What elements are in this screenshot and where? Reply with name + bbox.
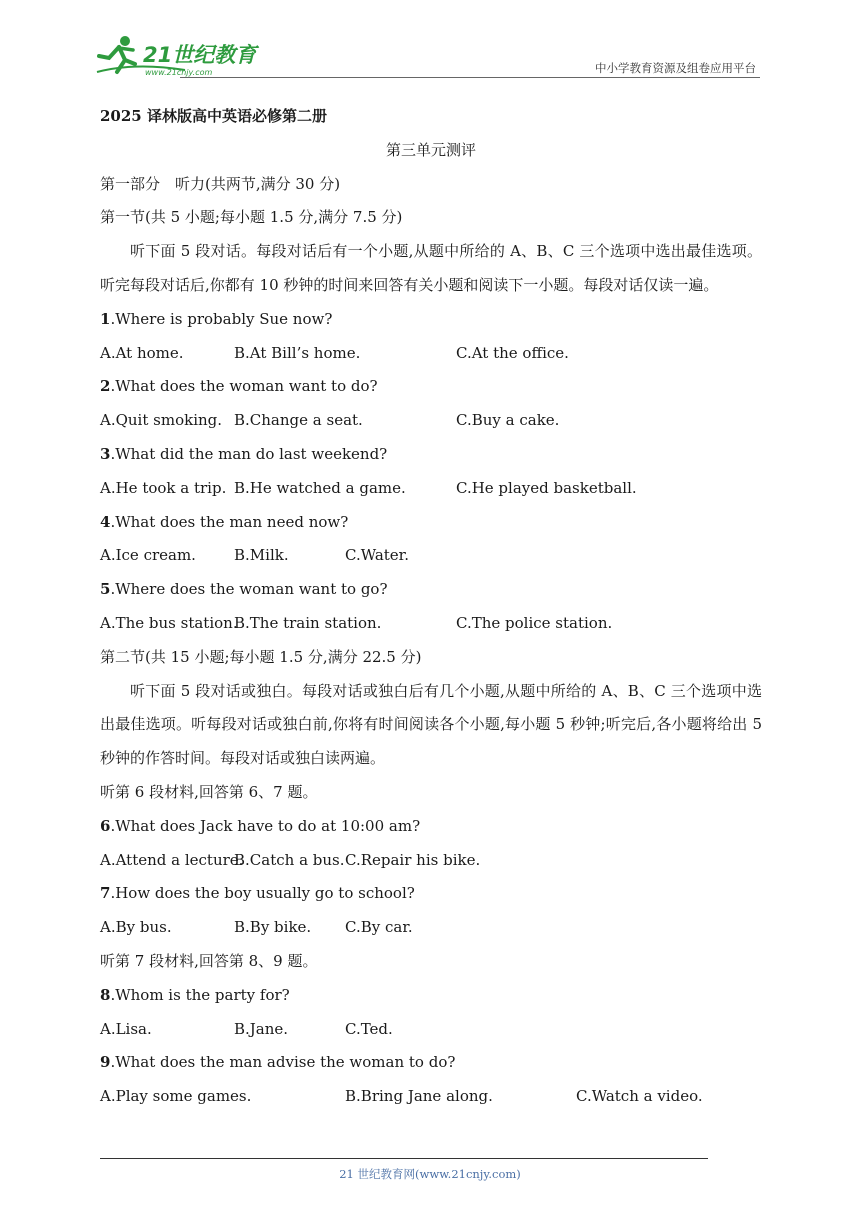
question-8 (100, 979, 762, 1013)
platform-tagline: 中小学教育资源及组卷应用平台 (595, 61, 756, 75)
question-2 (100, 370, 762, 404)
option-a[interactable]: A.Lisa. (100, 1019, 152, 1038)
question-text: .Where is probably Sue now? (110, 309, 333, 328)
document-body (100, 100, 762, 1114)
footer-link[interactable]: 21 世纪教育网(www.21cnjy.com) (339, 1167, 521, 1181)
options-2 (100, 404, 762, 438)
question-text: .Where does the woman want to go? (110, 580, 388, 599)
question-text: .What does Jack have to do at 10:00 am? (110, 816, 421, 835)
svg-text:www.21cnjy.com: www.21cnjy.com (145, 68, 213, 77)
question-9 (100, 1046, 762, 1080)
option-b[interactable]: B.At Bill’s home. (234, 343, 361, 362)
option-c[interactable]: C.The police station. (456, 613, 613, 632)
unit-title: 第三单元测评 (385, 140, 476, 159)
question-7 (100, 877, 762, 911)
question-number: 1 (100, 309, 111, 328)
options-4 (100, 539, 762, 573)
book-title: 2025 译林版高中英语必修第二册 (100, 107, 327, 125)
section-heading-1: 第一节(共 5 小题;每小题 1.5 分,满分 7.5 分) (100, 208, 403, 227)
option-b[interactable]: B.He watched a game. (234, 478, 406, 497)
question-4 (100, 506, 762, 540)
option-a[interactable]: A.Attend a lecture. (100, 850, 244, 869)
part-heading: 第一部分 听力(共两节,满分 30 分) (100, 174, 341, 193)
option-c[interactable]: C.At the office. (456, 343, 569, 362)
site-logo[interactable] (95, 32, 265, 78)
options-5 (100, 607, 762, 641)
option-c[interactable]: C.By car. (345, 918, 413, 937)
question-text: .What did the man do last weekend? (110, 444, 388, 463)
question-text: .What does the man advise the woman to do? (110, 1053, 456, 1072)
material-7-note: 听第 7 段材料,回答第 8、9 题。 (100, 951, 318, 970)
options-8 (100, 1013, 762, 1047)
question-text: .How does the boy usually go to school? (110, 884, 415, 903)
question-number: 8 (100, 985, 111, 1004)
instructions-1: 听下面 5 段对话。每段对话后有一个小题,从题中所给的 A、B、C 三个选项中选出最佳选项。听完每段对话后,你都有 10 秒钟的时间来回答有关小题和阅读下一小题。每段对话仅读一遍。 (100, 242, 762, 294)
option-c[interactable]: C.Watch a video. (576, 1087, 703, 1106)
material-6-note: 听第 6 段材料,回答第 6、7 题。 (100, 782, 318, 801)
option-c[interactable]: C.Water. (345, 546, 409, 565)
options-9 (100, 1080, 762, 1114)
option-b[interactable]: B.Change a seat. (234, 411, 363, 430)
question-text: .Whom is the party for? (110, 985, 290, 1004)
options-3 (100, 472, 762, 506)
header-divider (180, 77, 760, 78)
option-b[interactable]: B.By bike. (234, 918, 312, 937)
question-text: .What does the woman want to do? (110, 377, 378, 396)
options-1 (100, 337, 762, 371)
option-b[interactable]: B.The train station. (234, 613, 382, 632)
runner-logo-icon (95, 32, 265, 78)
option-c[interactable]: C.Repair his bike. (345, 850, 481, 869)
page-header (95, 30, 760, 80)
section-heading-2: 第二节(共 15 小题;每小题 1.5 分,满分 22.5 分) (100, 647, 422, 666)
instructions-2: 听下面 5 段对话或独白。每段对话或独白后有几个小题,从题中所给的 A、B、C 三个选项中选出最佳选项。听每段对话或独白前,你将有时间阅读各个小题,每小题 5 秒钟;听完后,各小题将给出 5 秒钟的作答时间。每段对话或独白读两遍。 (100, 681, 762, 768)
question-6 (100, 810, 762, 844)
option-b[interactable]: B.Catch a bus. (234, 850, 345, 869)
option-a[interactable]: A.Quit smoking. (100, 411, 223, 430)
options-7 (100, 911, 762, 945)
option-c[interactable]: C.Ted. (345, 1019, 393, 1038)
option-a[interactable]: A.Play some games. (100, 1087, 252, 1106)
question-1 (100, 303, 762, 337)
option-a[interactable]: A.He took a trip. (100, 478, 227, 497)
question-text: .What does the man need now? (110, 512, 349, 531)
option-a[interactable]: A.At home. (100, 343, 184, 362)
option-b[interactable]: B.Jane. (234, 1019, 289, 1038)
option-a[interactable]: A.Ice cream. (100, 546, 196, 565)
options-6 (100, 844, 762, 878)
option-c[interactable]: C.He played basketball. (456, 478, 637, 497)
question-3 (100, 438, 762, 472)
question-number: 3 (100, 444, 111, 463)
question-number: 7 (100, 884, 111, 903)
svg-text:21世纪教育: 21世纪教育 (143, 43, 257, 67)
question-number: 2 (100, 377, 111, 396)
option-a[interactable]: A.The bus station. (100, 613, 238, 632)
question-number: 9 (100, 1053, 111, 1072)
footer-divider (100, 1158, 708, 1159)
option-a[interactable]: A.By bus. (100, 918, 172, 937)
question-number: 4 (100, 512, 111, 531)
option-c[interactable]: C.Buy a cake. (456, 411, 560, 430)
question-number: 5 (100, 580, 111, 599)
option-b[interactable]: B.Milk. (234, 546, 289, 565)
question-5 (100, 573, 762, 607)
question-number: 6 (100, 816, 111, 835)
option-b[interactable]: B.Bring Jane along. (345, 1087, 493, 1106)
